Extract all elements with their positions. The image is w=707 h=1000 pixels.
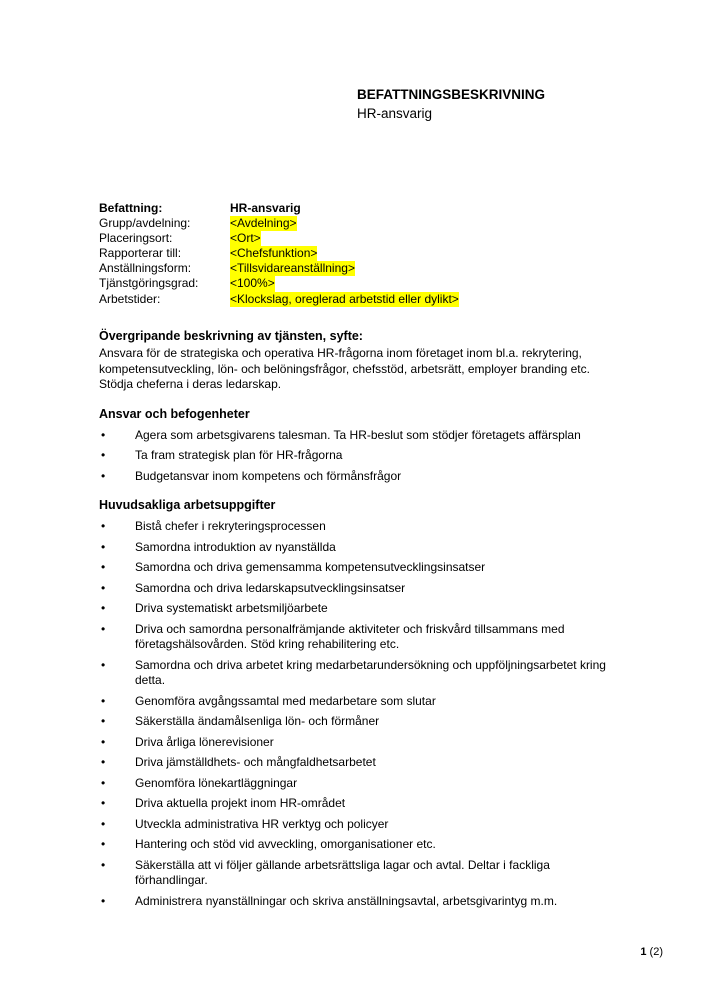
bullet-text: Samordna introduktion av nyanställda xyxy=(135,539,336,554)
bullet-icon: • xyxy=(101,560,106,574)
bullet-icon: • xyxy=(101,837,106,851)
page-total: (2) xyxy=(649,946,663,958)
section-heading-overview: Övergripande beskrivning av tjänsten, syfte: xyxy=(99,329,363,343)
field-row xyxy=(99,231,459,246)
field-value: <Chefsfunktion> xyxy=(230,246,318,261)
list-item xyxy=(99,755,608,771)
field-label: Placeringsort: xyxy=(99,231,173,246)
list-item xyxy=(99,622,608,653)
bullet-icon: • xyxy=(101,755,106,769)
bullet-icon: • xyxy=(101,448,106,462)
bullet-text: Bistå chefer i rekryteringsprocessen xyxy=(135,519,326,533)
field-row xyxy=(99,216,459,231)
list-item xyxy=(99,858,608,889)
list-item xyxy=(99,837,608,853)
bullet-icon: • xyxy=(101,714,106,728)
list-item xyxy=(99,776,608,792)
field-value: <Klockslag, oreglerad arbetstid eller dylikt> xyxy=(230,291,459,306)
tasks-list xyxy=(99,519,608,909)
bullet-icon: • xyxy=(101,519,106,533)
bullet-text: Driva årliga lönerevisioner xyxy=(135,734,274,749)
bullet-icon: • xyxy=(101,601,106,615)
bullet-icon: • xyxy=(101,427,106,442)
bullet-text: Driva aktuella projekt inom HR-området xyxy=(135,796,346,810)
field-value: HR-ansvarig xyxy=(230,201,301,215)
field-row xyxy=(99,261,459,276)
list-item xyxy=(99,694,608,710)
bullet-text: Driva och samordna personalfrämjande aktiviteter och friskvård tillsammans med företagshälsovården. Stöd kring rehabilitering etc. xyxy=(135,621,565,651)
list-item xyxy=(99,796,608,812)
field-row xyxy=(99,246,459,261)
field-label: Rapporterar till: xyxy=(99,246,182,261)
bullet-icon: • xyxy=(101,693,106,708)
list-item xyxy=(99,894,608,910)
field-row xyxy=(99,201,459,216)
bullet-text: Administrera nyanställningar och skriva anställningsavtal, arbetsgivarintyg m.m. xyxy=(135,893,558,908)
list-item xyxy=(99,658,608,689)
bullet-text: Samordna och driva gemensamma kompetensutvecklingsinsatser xyxy=(135,560,486,574)
bullet-text: Säkerställa att vi följer gällande arbetsrättsliga lagar och avtal. Deltar i fackliga förhandlingar. xyxy=(135,857,550,887)
field-label: Befattning: xyxy=(99,201,163,215)
field-row xyxy=(99,292,459,307)
field-label: Anställningsform: xyxy=(99,261,192,276)
bullet-text: Genomföra lönekartläggningar xyxy=(135,775,298,790)
list-item xyxy=(99,540,608,556)
bullet-icon: • xyxy=(101,580,106,595)
field-value: <Ort> xyxy=(230,231,261,246)
page-footer xyxy=(640,945,663,959)
overview-paragraph: Ansvara för de strategiska och operativa HR-frågorna inom företaget inom bl.a. rekrytering, kompetensutveckling, lön- och belöningsfrågor, chefsstöd, arbetsrätt, employer branding etc. Stödja cheferna i deras ledarskap. xyxy=(99,346,590,391)
bullet-text: Samordna och driva arbetet kring medarbetarundersökning och uppföljningsarbetet kring detta. xyxy=(135,657,606,687)
bullet-icon: • xyxy=(101,775,106,790)
list-item xyxy=(99,817,608,833)
field-value: <Avdelning> xyxy=(230,216,297,231)
field-label: Arbetstider: xyxy=(99,291,161,306)
bullet-icon: • xyxy=(101,621,106,636)
list-item xyxy=(99,714,608,730)
document-subtitle: HR-ansvarig xyxy=(357,106,433,121)
field-row xyxy=(99,276,459,291)
list-item xyxy=(99,601,608,617)
list-item xyxy=(99,428,608,444)
bullet-text: Driva jämställdhets- och mångfaldhetsarbetet xyxy=(135,755,376,769)
document-body xyxy=(99,328,608,914)
bullet-text: Agera som arbetsgivarens talesman. Ta HR-beslut som stödjer företagets affärsplan xyxy=(135,427,581,442)
responsibilities-list xyxy=(99,428,608,485)
document-title: BEFATTNINGSBESKRIVNING xyxy=(357,87,546,102)
bullet-icon: • xyxy=(101,468,106,483)
bullet-icon: • xyxy=(101,893,106,908)
field-value: <Tillsvidareanställning> xyxy=(230,261,355,276)
field-value: <100%> xyxy=(230,276,275,291)
list-item xyxy=(99,448,608,464)
position-fields-table xyxy=(99,201,459,307)
document-header xyxy=(357,85,545,123)
bullet-icon: • xyxy=(101,657,106,672)
bullet-text: Samordna och driva ledarskapsutvecklingsinsatser xyxy=(135,580,406,595)
page-number: 1 xyxy=(640,946,647,958)
bullet-text: Säkerställa ändamålsenliga lön- och förmåner xyxy=(135,714,380,728)
section-heading-responsibilities: Ansvar och befogenheter xyxy=(99,406,250,421)
field-label: Grupp/avdelning: xyxy=(99,216,191,231)
list-item xyxy=(99,469,608,485)
bullet-text: Utveckla administrativa HR verktyg och policyer xyxy=(135,816,389,831)
list-item xyxy=(99,519,608,535)
bullet-icon: • xyxy=(101,734,106,749)
bullet-text: Driva systematiskt arbetsmiljöarbete xyxy=(135,601,328,615)
section-heading-tasks: Huvudsakliga arbetsuppgifter xyxy=(99,498,276,512)
bullet-text: Hantering och stöd vid avveckling, omorganisationer etc. xyxy=(135,837,436,851)
bullet-icon: • xyxy=(101,857,106,872)
bullet-icon: • xyxy=(101,796,106,810)
list-item xyxy=(99,581,608,597)
bullet-icon: • xyxy=(101,816,106,831)
field-label: Tjänstgöringsgrad: xyxy=(99,276,199,291)
bullet-text: Budgetansvar inom kompetens och förmånsfrågor xyxy=(135,468,402,483)
bullet-text: Genomföra avgångssamtal med medarbetare som slutar xyxy=(135,693,436,708)
bullet-text: Ta fram strategisk plan för HR-frågorna xyxy=(135,448,343,462)
list-item xyxy=(99,560,608,576)
bullet-icon: • xyxy=(101,539,106,554)
list-item xyxy=(99,735,608,751)
